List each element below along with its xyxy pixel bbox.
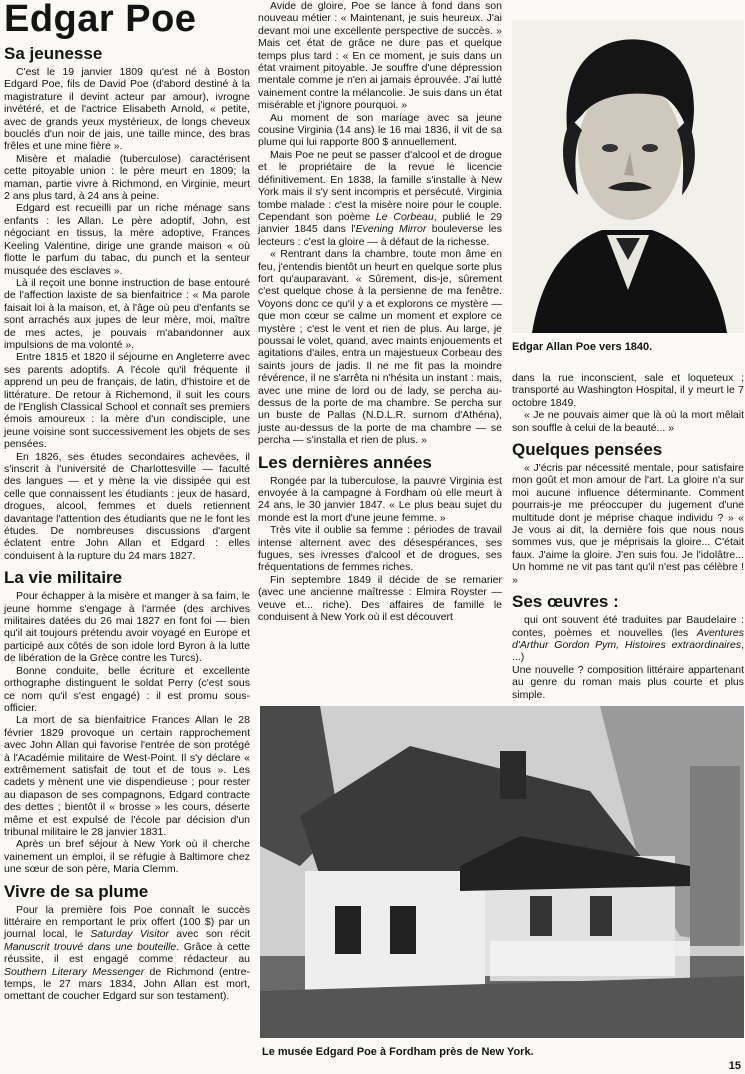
paragraph: Pour échapper à la misère et manger à sa faim, le jeune homme s'engage à l'armée (des archives militaires datées du 26 mai 1827 en font foi — bien qu'il ait toujours prétendu avoir voyagé en Europe et participé aux côtés de son idole lord Byron à la lutte de libération de la Grèce contre les Turcs). xyxy=(4,590,250,665)
paragraph: Pour la première fois Poe connaît le succès littéraire en remportant le prix offert (100 $) par un journal local, le Saturday Visitor avec son récit Manuscrit trouvé dans une bouteille. Grâce à cette réussite, il est engagé comme rédacteur au Southern Literary Messenger de Richmond (entre-temps, le 27 mars 1834, John Allan est mort, omettant de coucher Edgard sur son testament). xyxy=(4,903,250,1003)
raven-quote: « Rentrant dans la chambre, toute mon âme en feu, j'entendis bientôt un heurt en quelque sorte plus fort qu'auparavant. « Sûrement, dis-je, sûrement c'est quelque chose à la persienne de ma fenêtre. Voyons donc ce qu'il y a et explorons ce mystère — que mon cœur se calme un moment et explore ce mystère ; c'est le vent et rien de plus. Au large, je poussai le volet, quand, avec maints enjouements et agitations d'ailes, entra un majestueux Corbeau des saints jours de jadis. Il ne me fit pas la moindre révérence, il ne s'arrêta ni n'hésita un instant : mais, avec une mine de lord ou de lady, se percha au-dessus de la porte de ma chambre. Se percha sur un buste de Pallas (N.D.L.R. surnom d'Athéna), juste au-dessus de la porte de ma chambre — se percha — s'installa et rien de plus. » xyxy=(258,248,502,447)
column-3 xyxy=(512,372,744,701)
paragraph: C'est le 19 janvier 1809 qu'est né à Boston Edgard Poe, fils de David Poe (d'abord destiné à la magistrature il devint acteur par amour), ivrogne invétéré, et de l'actrice Elisabeth Arnold, « petite, avec de grands yeux mystérieux, de longs cheveux bouclés d'un noir de jais, une taille mince, des bras frêles et une mine fière ». xyxy=(4,66,250,153)
column-2 xyxy=(258,0,502,624)
page-number: 15 xyxy=(728,1060,741,1072)
paragraph: Fin septembre 1849 il décide de se remarier (avec une ancienne maîtresse : Elmira Royster — veuve et... riche). Des affaires de famille le conduisent à New York où il est découvert xyxy=(258,573,502,624)
house-caption: Le musée Edgard Poe à Fordham près de New York. xyxy=(262,1046,534,1058)
portrait-caption: Edgar Allan Poe vers 1840. xyxy=(512,341,653,353)
heading-jeunesse: Sa jeunesse xyxy=(4,44,103,63)
paragraph: Après un bref séjour à New York où il cherche vainement un emploi, il se réfugie à Baltimore chez une sœur de son père, Maria Clemm. xyxy=(4,838,250,876)
paragraph: Entre 1815 et 1820 il séjourne en Angleterre avec ses parents adoptifs. A l'école qu'il fréquente il apprend un peu de français, de latin, d'histoire et de littérature. De retour à Richemond, il suit les cours de l'English Classical School et connaît ses premiers émois amoureux : la mère d'un condisciple, une jeune voisine sont successivement les objets de ses pensées. xyxy=(4,351,250,451)
heading-vie-militaire: La vie militaire xyxy=(4,568,123,588)
paragraph: Mais Poe ne peut se passer d'alcool et de drogue et le propriétaire de la revue le licencie définitivement. En 1838, la famille s'installe à New York mais il s'y sent incompris et persécuté. Virginia tombe malade : c'est la misère noire pour le couple. Cependant son poème Le Corbeau, publié le 29 janvier 1845 dans l'Evening Mirror bouleverse les lecteurs : c'est la gloire — à défaut de la richesse. xyxy=(258,148,503,248)
portrait-photo xyxy=(512,20,744,333)
paragraph: Une nouvelle ? composition littéraire appartenant au genre du roman mais plus courte et plus simple. xyxy=(512,663,744,701)
paragraph: En 1826, ses études secondaires achevées, il s'inscrit à l'université de Charlottesville — faculté des langues — et y mène la vie dissipée qui est celle que connaissent les étudiants : jeux de hasard, drogues, alcool, femmes et duels retiennent davantage l'attention des étudiants que ne le font les études. De nombreuses discussions d'argent éclatent entre John Allan et Edgard : elles conduisent à la rupture du 24 mars 1827. xyxy=(4,450,250,562)
heading-dernieres-annees: Les dernières années xyxy=(258,452,432,472)
heading-vivre-plume: Vivre de sa plume xyxy=(4,881,149,901)
paragraph: dans la rue inconscient, sale et loqueteux ; transporté au Washington Hospital, il y meurt le 7 octobre 1849. xyxy=(512,372,744,409)
paragraph: « Je ne pouvais aimer que là où la mort mêlait son souffle à celui de la beauté... » xyxy=(512,409,744,434)
paragraph: Au moment de son mariage avec sa jeune cousine Virginia (14 ans) le 16 mai 1836, il vit de sa plume qui lui rapporte 800 $ annuellement. xyxy=(258,111,502,149)
heading-oeuvres: Ses œuvres : xyxy=(512,592,619,612)
page-title: Edgar Poe xyxy=(4,0,197,40)
paragraph: Rongée par la tuberculose, la pauvre Virginia est envoyée à la campagne à Fordham où elle meurt à 24 ans, le 30 janvier 1847. « Le plus beau sujet du monde est la mort d'une jeune femme. » xyxy=(258,474,502,524)
paragraph: Misère et maladie (tuberculose) caractérisent cette pitoyable union : le père meurt en 1809; la maman, partie vivre à Richmond, en Virginie, meurt 2 ans plus tard, à 24 ans à peine. xyxy=(4,152,250,203)
paragraph: Là il reçoit une bonne instruction de base entouré de l'affection laxiste de sa bienfaitrice : « Ma parole faisait loi à la maison, et, à l'âge où peu d'enfants se sont arrachés aux jupes de leur mère, moi, maître de mes actes, je pouvais m'abandonner aux impulsions de ma volonté ». xyxy=(4,276,250,351)
column-1 xyxy=(4,0,250,1003)
house-photo xyxy=(260,706,744,1038)
paragraph: Très vite il oublie sa femme : périodes de travail intense alternent avec des désespérances, ses fugues, ses ivresses d'alcool et de drogues, ses fréquentations de femmes riches. xyxy=(258,524,502,574)
paragraph: Edgard est recueilli par un riche ménage sans enfants : les Allan. Le père adoptif, John, est négociant en tissus, la mère adoptive, Frances Keeling Valentine, dirige une grande maison « où flotte le parfum du tabac, du punch et la senteur musquée des esclaves ». xyxy=(4,202,250,277)
paragraph: qui ont souvent été traduites par Baudelaire : contes, poèmes et nouvelles (les Aventures d'Arthur Gordon Pym, Histoires extraordinaires, ...) xyxy=(512,614,744,664)
paragraph: Bonne conduite, belle écriture et excellente orthographe distinguent le soldat Perry (c'est sous ce nom qu'il s'est engagé) : il est promu sous-officier. xyxy=(4,664,250,714)
paragraph: Avide de gloire, Poe se lance à fond dans son nouveau métier : « Maintenant, je suis heureux. J'ai devant moi une excellente perspective de succès. » Mais cet état de grâce ne dure pas et quelque temps plus tard : « En ce moment, je suis dans un état vraiment pitoyable. Je souffre d'une dépression mentale comme je n'en ai jamais éprouvée. J'ai lutté vainement contre la mélancolie. Je suis dans un état misérable et j'ignore pourquoi. » xyxy=(258,0,502,112)
heading-pensees: Quelques pensées xyxy=(512,440,663,460)
paragraph: La mort de sa bienfaitrice Frances Allan le 28 février 1829 provoque un certain rapprochement avec John Allan qui favorise l'entrée de son protégé à l'Académie militaire de West-Point. Il s'y déclare « extrêmement satisfait de tout et de tous ». Les cadets y mènent une vie dispendieuse ; pour rester au diapason de ses compagnons, Edgard contracte des dettes ; bientôt il « brosse » les cours, déserte même et est expulsé de l'école par décision d'un tribunal militaire le 28 janvier 1831. xyxy=(4,714,250,838)
paragraph: « J'écris par nécessité mentale, pour satisfaire mon goût et mon amour de l'art. La gloire n'a sur moi aucune influence déterminante. Comment pourrais-je me préoccuper du jugement d'une multitude dont je méprise chaque individu ? » « Je vous ai dit, la dernière fois que nous nous sommes vus, que je méprisais la gloire... C'était faux. J'aime la gloire. J'en suis fou. Je l'idolâtre... Un homme ne vit pas tant qu'il n'est pas célèbre ! » xyxy=(512,462,744,586)
